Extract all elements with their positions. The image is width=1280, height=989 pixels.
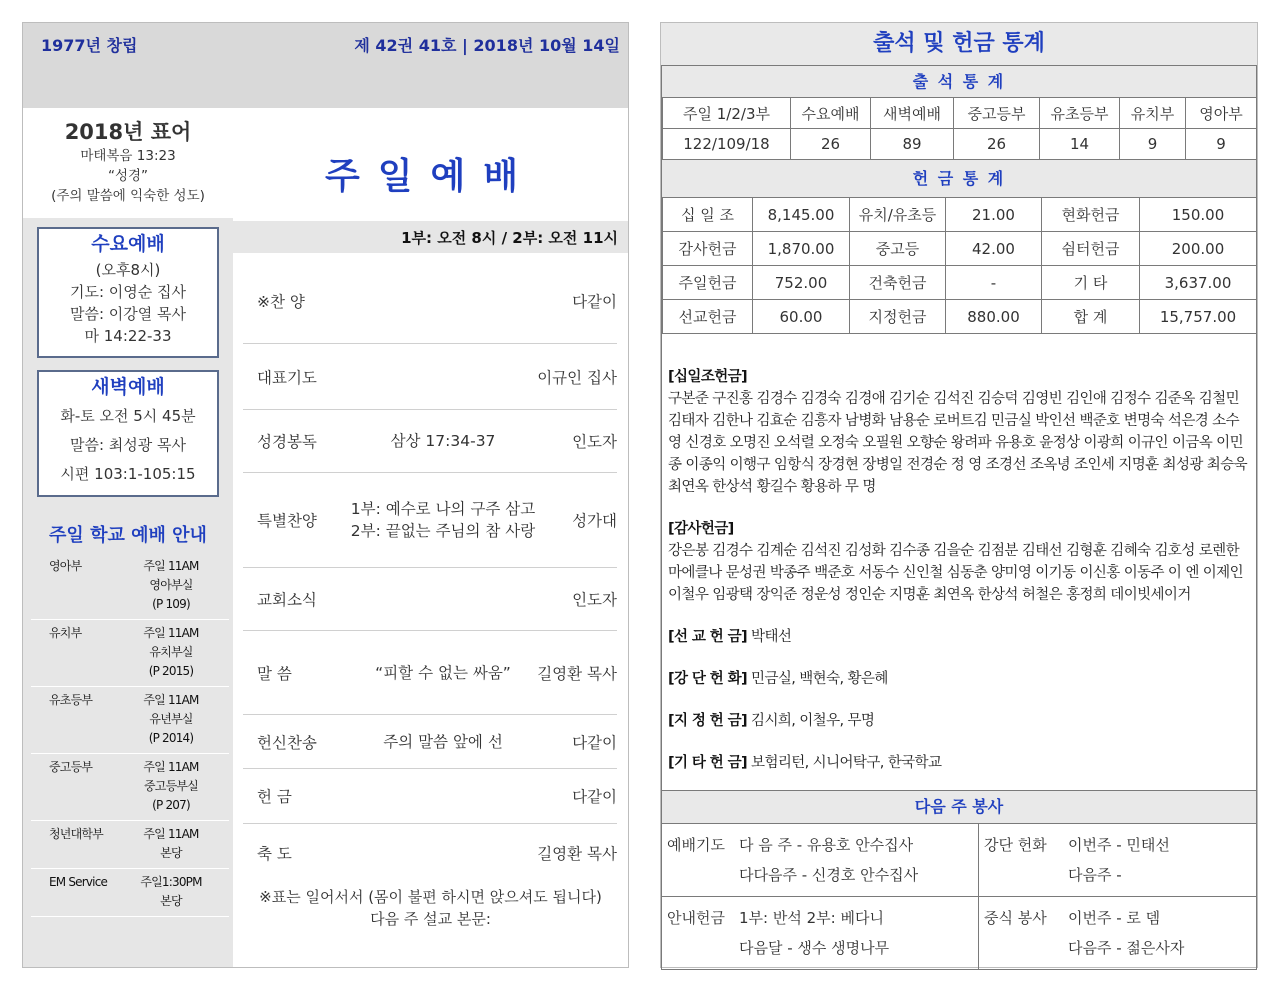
usher-next: 다음달 - 생수 생명나무 [739, 939, 890, 957]
mission-names: 박태선 [747, 629, 792, 645]
school-place: 유치부실 [149, 645, 193, 659]
designated-names: 김시희, 이철우, 무명 [747, 713, 875, 729]
offering-category: 십 일 조 [663, 198, 753, 232]
lunch-label: 중식 봉사 [984, 909, 1047, 927]
school-time: 주일 11AM [143, 559, 199, 573]
tithe-heading: [십일조헌금] [668, 369, 748, 385]
school-place: 유년부실 [149, 712, 193, 726]
order-person: 성가대 [572, 512, 617, 530]
thanks-names: 강은봉 김경수 김계순 김석진 김성화 김수종 김을순 김점분 김태선 김형훈 김혜숙 김호성 로렌한 마에클나 문성권 박종주 백준호 서동수 신인철 심동춘 양미영 이기동 이신홍 이동주 이 엔 이제인 이철우 임광택 장익준 정운성 정인순 지명훈 최연옥 한상석 허철은 홍정희 데이빗세이거 [668, 543, 1243, 603]
sunday-school-table [31, 553, 229, 917]
wednesday-time: (오후8시) [95, 261, 161, 279]
attendance-header: 새벽예배 [871, 98, 954, 129]
offering-category: 주일헌금 [663, 266, 753, 300]
order-row [243, 473, 617, 568]
sunday-school-title: 주일 학교 예배 안내 [49, 525, 207, 546]
offering-category: 쉼터헌금 [1042, 232, 1140, 266]
school-info [113, 869, 229, 917]
attendance-value: 26 [791, 129, 871, 160]
order-person: 다같이 [572, 788, 617, 806]
attendance-header: 유초등부 [1040, 98, 1120, 129]
school-row [31, 754, 229, 821]
school-time: 주일 11AM [143, 760, 199, 774]
order-item: ※찬 양 [257, 292, 305, 311]
school-dept: 중고등부 [31, 754, 113, 821]
school-place: 중고등부실 [144, 779, 198, 793]
motto-subtitle: (주의 말씀에 익숙한 성도) [51, 188, 205, 204]
school-dept: EM Service [31, 869, 113, 917]
next-sermon-label: 다음 주 설교 본문: [370, 910, 491, 928]
order-person: 인도자 [572, 591, 617, 609]
next-week-row [662, 897, 1257, 970]
school-room: (P 2015) [148, 664, 194, 678]
offering-amount: 8,145.00 [753, 198, 850, 232]
mission-heading: [선 교 헌 금] [668, 629, 748, 645]
offering-category: 현화헌금 [1042, 198, 1140, 232]
order-row [243, 344, 617, 410]
order-item: 성경봉독 [257, 433, 317, 451]
prayer-label: 예배기도 [667, 836, 725, 854]
altar-block [668, 668, 1252, 690]
order-content: “피할 수 없는 싸움” [375, 663, 511, 682]
attendance-value: 14 [1040, 129, 1120, 160]
motto-phrase: “성경” [107, 168, 149, 184]
wednesday-title: 수요예배 [91, 233, 165, 255]
offering-amount: 150.00 [1140, 198, 1257, 232]
school-place: 본당 [160, 846, 182, 860]
worship-column [233, 108, 628, 967]
altar-flower-next: 다음주 - [1068, 866, 1122, 884]
offering-amount: 42.00 [946, 232, 1042, 266]
school-row [31, 620, 229, 687]
order-item: 헌신찬송 [257, 733, 317, 752]
usher-cell [662, 897, 979, 970]
usher-label: 안내헌금 [667, 909, 725, 927]
designated-block [668, 710, 1252, 732]
order-content: 1부: 예수로 나의 구주 삼고 2부: 끝없는 주님의 참 사랑 [350, 500, 536, 540]
school-info [113, 553, 229, 620]
school-place: 본당 [160, 894, 182, 908]
order-content: 주의 말씀 앞에 선 [383, 732, 503, 751]
offering-category: 중고등 [850, 232, 946, 266]
offering-row [663, 266, 1257, 300]
order-row [243, 568, 617, 631]
bulletin-header [23, 23, 628, 108]
offering-table [662, 197, 1257, 334]
order-person: 길영환 목사 [537, 845, 617, 863]
attendance-value: 9 [1186, 129, 1257, 160]
thanks-heading: [감사헌금] [668, 521, 734, 537]
attendance-header-row [663, 98, 1257, 129]
wednesday-scripture: 마 14:22-33 [84, 327, 172, 345]
usher-this: 1부: 반석 2부: 베다니 [739, 909, 884, 927]
order-item: 축 도 [257, 845, 292, 863]
attendance-value: 9 [1120, 129, 1186, 160]
offering-row [663, 300, 1257, 334]
attendance-value: 26 [954, 129, 1040, 160]
offering-amount: - [946, 266, 1042, 300]
order-person: 길영환 목사 [537, 664, 617, 683]
order-item: 헌 금 [257, 788, 292, 806]
worship-title: 주일예배 [324, 156, 537, 197]
tithe-names: 구본준 구진홍 김경수 김경숙 김경애 김기순 김석진 김승덕 김영빈 김인애 김정수 김준옥 김철민 김태자 김한나 김효순 김흥자 남병화 남용순 로버트김 민금실 박인선 백준호 변명숙 석은경 소수영 신경호 오명진 오석렬 오정숙 오필원 오향순 왕려파 유용호 윤정상 이광희 이규인 이금옥 이민종 이종익 이행구 임항식 장경현 장병일 전경순 정 영 조경선 조옥녕 조인세 지명훈 최성광 최승욱 최연옥 한상석 황길수 황용하 무 명 [668, 391, 1247, 495]
school-info [113, 754, 229, 821]
offering-title: 헌 금 통 계 [662, 160, 1256, 197]
school-row [31, 687, 229, 754]
order-note [233, 886, 628, 930]
stats-title: 출석 및 헌금 통계 [661, 23, 1257, 65]
wednesday-sermon: 말씀: 이강열 목사 [69, 305, 187, 323]
school-time: 주일 11AM [143, 827, 199, 841]
attendance-header: 중고등부 [954, 98, 1040, 129]
tithe-block [668, 366, 1252, 498]
altar-flower-cell [979, 824, 1257, 897]
attendance-header: 수요예배 [791, 98, 871, 129]
order-row [243, 410, 617, 473]
bulletin-right-page [660, 22, 1258, 968]
dawn-service-box [37, 370, 219, 497]
school-room: (P 2014) [148, 731, 194, 745]
altar-flower-label: 강단 헌화 [984, 836, 1047, 854]
order-item: 말 씀 [257, 664, 292, 683]
stats-frame [661, 65, 1257, 791]
donor-list [668, 366, 1252, 794]
school-dept: 청년대학부 [31, 821, 113, 869]
bulletin-left-page [22, 22, 629, 968]
next-week-table [661, 823, 1257, 970]
motto-box [23, 108, 233, 218]
offering-amount: 3,637.00 [1140, 266, 1257, 300]
offering-amount: 15,757.00 [1140, 300, 1257, 334]
designated-heading: [지 정 헌 금] [668, 713, 748, 729]
service-times: 1부: 오전 8시 / 2부: 오전 11시 [401, 229, 618, 247]
attendance-value: 89 [871, 129, 954, 160]
motto-verse: 마태복음 13:23 [80, 148, 176, 164]
thanks-block [668, 518, 1252, 606]
school-time: 주일 11AM [143, 626, 199, 640]
wednesday-prayer: 기도: 이영순 집사 [69, 283, 187, 301]
sidebar [23, 108, 233, 967]
altar-flower-this: 이번주 - 민태선 [1068, 836, 1170, 854]
offering-row [663, 198, 1257, 232]
order-row [243, 631, 617, 715]
standing-note: ※표는 일어서서 (몸이 불편 하시면 앉으셔도 됩니다) [259, 888, 602, 906]
offering-amount: 752.00 [753, 266, 850, 300]
founded-label: 1977년 창립 [41, 36, 138, 55]
order-row [243, 715, 617, 769]
order-person: 인도자 [572, 433, 617, 451]
altar-heading: [강 단 헌 화] [668, 671, 748, 687]
service-times-bar [233, 221, 628, 253]
order-row [243, 824, 617, 882]
order-row [243, 769, 617, 824]
attendance-title: 출 석 통 계 [662, 66, 1256, 97]
attendance-header: 유치부 [1120, 98, 1186, 129]
lunch-cell [979, 897, 1257, 970]
order-person: 다같이 [572, 733, 617, 752]
school-info [113, 687, 229, 754]
school-room: (P 207) [152, 798, 190, 812]
offering-category: 선교헌금 [663, 300, 753, 334]
order-item: 대표기도 [257, 368, 317, 387]
school-time: 주일 11AM [143, 693, 199, 707]
dawn-sermon: 말씀: 최성광 목사 [69, 436, 187, 454]
school-row [31, 553, 229, 620]
school-place: 영아부실 [149, 578, 193, 592]
order-content: 삼상 17:34-37 [390, 432, 496, 450]
dawn-scripture: 시편 103:1-105:15 [60, 465, 196, 483]
next-week-title: 다음 주 봉사 [661, 791, 1257, 823]
offering-category: 건축헌금 [850, 266, 946, 300]
offering-category: 지정헌금 [850, 300, 946, 334]
other-heading: [기 타 헌 금] [668, 755, 748, 771]
prayer-after-next: 다다음주 - 신경호 안수집사 [739, 866, 919, 884]
lunch-this: 이번주 - 로 뎀 [1068, 909, 1161, 927]
attendance-value-row [663, 129, 1257, 160]
attendance-table [662, 97, 1257, 160]
order-person: 다같이 [572, 292, 617, 311]
school-row [31, 869, 229, 917]
order-item: 특별찬양 [257, 512, 317, 530]
altar-names: 민금실, 백현숙, 황은혜 [747, 671, 888, 687]
offering-category: 합 계 [1042, 300, 1140, 334]
order-row [243, 258, 617, 344]
school-info [113, 620, 229, 687]
issue-label: 제 42권 41호 | 2018년 10월 14일 [354, 36, 620, 55]
dawn-time: 화-토 오전 5시 45분 [60, 407, 196, 425]
other-names: 보험리턴, 시니어탁구, 한국학교 [747, 755, 942, 771]
offering-amount: 21.00 [946, 198, 1042, 232]
offering-category: 기 타 [1042, 266, 1140, 300]
attendance-header: 영아부 [1186, 98, 1257, 129]
prayer-cell [662, 824, 979, 897]
dawn-title: 새벽예배 [91, 376, 165, 398]
offering-amount: 1,870.00 [753, 232, 850, 266]
motto-title: 2018년 표어 [64, 120, 192, 144]
school-dept: 영아부 [31, 553, 113, 620]
offering-amount: 60.00 [753, 300, 850, 334]
mission-block [668, 626, 1252, 648]
school-time: 주일1:30PM [140, 875, 202, 889]
order-item: 교회소식 [257, 591, 317, 609]
school-dept: 유초등부 [31, 687, 113, 754]
prayer-next: 다 음 주 - 유용호 안수집사 [739, 836, 914, 854]
attendance-value: 122/109/18 [663, 129, 791, 160]
offering-row [663, 232, 1257, 266]
offering-amount: 200.00 [1140, 232, 1257, 266]
school-row [31, 821, 229, 869]
wednesday-service-box [37, 227, 219, 358]
school-dept: 유치부 [31, 620, 113, 687]
offering-category: 감사헌금 [663, 232, 753, 266]
offering-category: 유치/유초등 [850, 198, 946, 232]
school-room: (P 109) [152, 597, 190, 611]
attendance-header: 주일 1/2/3부 [663, 98, 791, 129]
lunch-next: 다음주 - 젊은사자 [1068, 939, 1185, 957]
offering-amount: 880.00 [946, 300, 1042, 334]
next-week-row [662, 824, 1257, 897]
other-block [668, 752, 1252, 774]
school-info [113, 821, 229, 869]
order-person: 이규인 집사 [537, 368, 617, 387]
